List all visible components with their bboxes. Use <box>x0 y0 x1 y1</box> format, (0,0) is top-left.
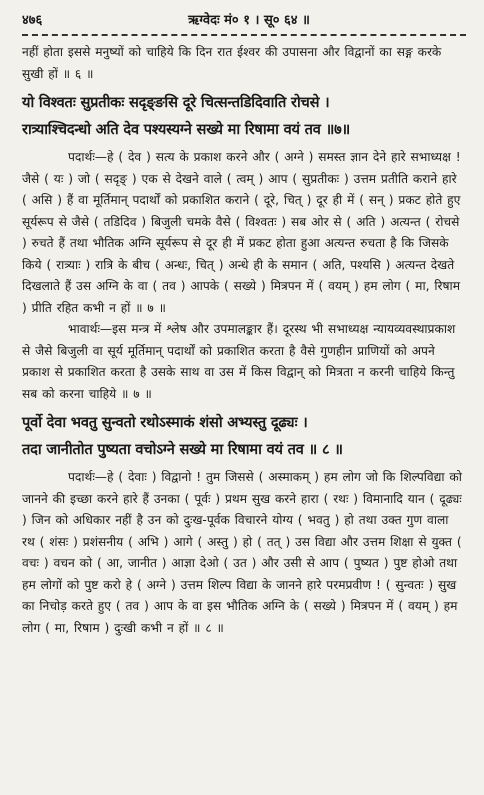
bhavartha-7: भावार्थः—इस मन्त्र में श्लेष और उपमालङ्कार हैं। दूरस्थ भी सभाध्यक्ष न्यायव्यवस्थाप्रकाश से जैसे बिजुली वा सूर्य मूर्तिमान् पदार्थों को प्रकाशित करता है वैसे गुणहीन प्राणियों को अपने प्रकाश से प्रकाशित करता है उसके साथ वा उस में किस विद्वान् को मित्रता न करनी चाहिये किन्तु सब को करना चाहिये ॥ ७ ॥ <box>22 322 456 401</box>
mantra-line: रात्र्याश्चिदन्धो अति देव पश्यस्यग्ने सख्ये मा रिषामा वयं तव ॥७॥ <box>22 121 351 138</box>
header-divider <box>22 34 466 36</box>
mantra-7 <box>22 89 466 143</box>
running-title: ऋग्वेदः मं० १ । सू० ६४ ॥ <box>188 13 310 28</box>
page-number: ४७६ <box>22 13 43 28</box>
mantra-line: तदा जानीतोत पुष्यता वचोऽग्ने सख्ये मा रिषामा वयं तव ॥ ८ ॥ <box>22 441 343 458</box>
mantra-line: यो विश्वतः सुप्रतीकः सदृङ्ङसि दूरे चित्सन्तडिदिवाति रोचसे । <box>22 94 330 111</box>
mantra-line: पूर्वो देवा भवतु सुन्वतो रथोऽस्माकं शंसो अभ्यस्तु दूढ्यः । <box>22 414 308 431</box>
padartha-7: पदार्थः—हे ( देव ) सत्य के प्रकाश करने और ( अग्ने ) समस्त ज्ञान देने हारे सभाध्यक्ष ! जैसे ( यः ) जो ( सदृङ् ) एक से देखने वाले ( त्वम् ) आप ( सुप्रतीकः ) उत्तम प्रतीति कराने हारे ( असि ) हैं वा मूर्तिमान् पदार्थों को प्रकाशित कराने ( दूरे, चित् ) दूर ही में ( सन् ) प्रकट होते हुए सूर्यरूप से जैसे ( तडिदिव ) बिजुली चमके वैसे ( विश्वतः ) सब ओर से ( अति ) अत्यन्त ( रोचसे ) रुचते हैं तथा भौतिक अग्नि सूर्यरूप से दूर ही में प्रकट होता हुआ अत्यन्त रुचता है कि जिसके किये ( रात्र्याः ) रात्रि के बीच ( अन्धः, चित् ) अन्धे ही के समान ( अति, पश्यसि ) अत्यन्त देखते दिखलाते हैं उस अग्नि के वा ( तव ) आपके ( सख्ये ) मित्रपन में ( वयम् ) हम लोग ( मा, रिषाम ) प्रीति रहित कभी न हों ॥ ७ ॥ <box>22 150 461 315</box>
paragraph-prev-end: नहीं होता इससे मनुष्यों को चाहिये कि दिन रात ईश्वर की उपासना और विद्वानों का सङ्ग करके सुखी हों ॥ ६ ॥ <box>22 45 442 81</box>
mantra-8 <box>22 409 466 463</box>
page-header <box>22 10 466 32</box>
padartha-8: पदार्थः—हे ( देवाः ) विद्वानो ! तुम जिससे ( अस्माकम् ) हम लोग जो कि शिल्पविद्या को जानने की इच्छा करने हारे हैं उनका ( पूर्वः ) प्रथम सुख करने हारा ( रथः ) विमानादि यान ( दूढ्यः ) जिन को अधिकार नहीं है उन को दुःख-पूर्वक विचारने योग्य ( भवतु ) हो तथा उक्त गुण वाला रथ ( शंसः ) प्रशंसनीय ( अभि ) आगे ( अस्तु ) हो ( तत् ) उस विद्या और उत्तम शिक्षा से युक्त ( वचः ) वचन को ( आ, जानीत ) आज्ञा देओ ( उत ) और उसी से आप ( पुष्यत ) पुष्ट होओ तथा हम लोगों को पुष्ट करो हे ( अग्ने ) उत्तम शिल्प विद्या के जानने हारे परमप्रवीण ! ( सुन्वतः ) सुख का निचोड़ करते हुए ( तव ) आप के वा इस भौतिक अग्नि के ( सख्ये ) मित्रपन में ( वयम् ) हम लोग ( मा, रिषाम ) दुःखी कभी न हों ॥ ८ ॥ <box>22 470 462 635</box>
